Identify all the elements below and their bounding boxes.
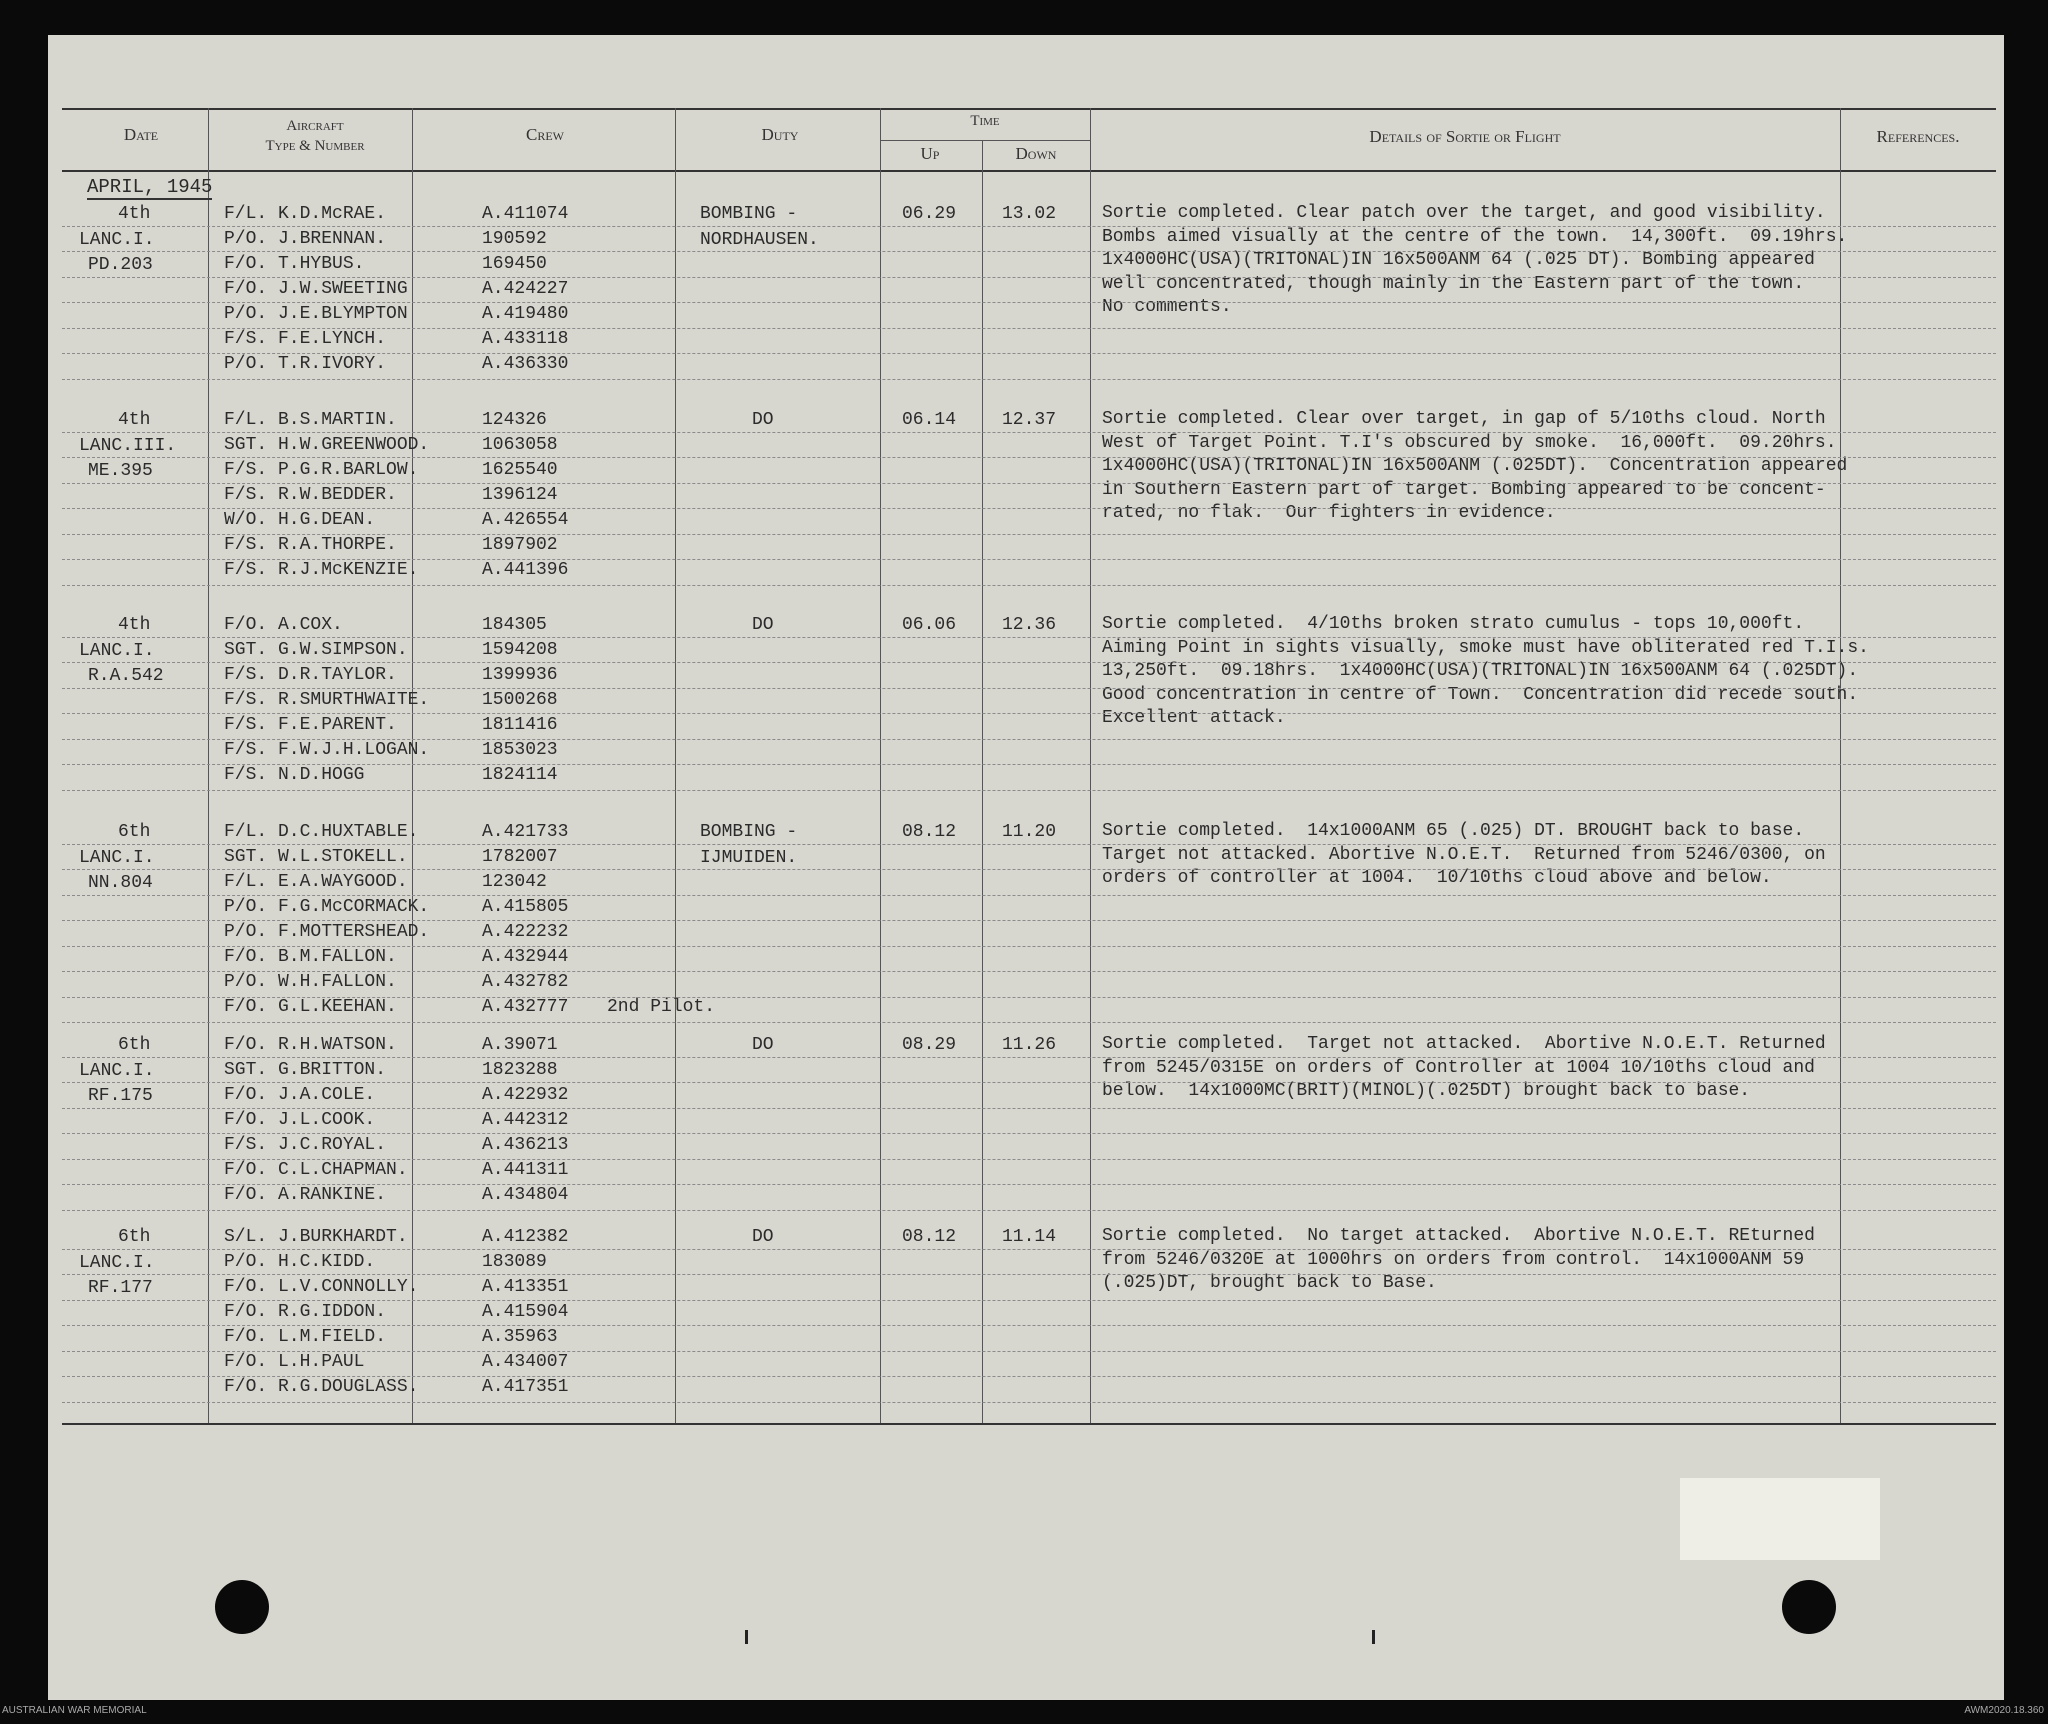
time-down: 11.14: [1002, 1227, 1057, 1247]
crew-name: F/S. F.E.PARENT.: [224, 715, 397, 735]
crew-number: A.441311: [482, 1160, 569, 1180]
aircraft-serial: NN.804: [88, 873, 153, 893]
details-line: below. 14x1000MC(BRIT)(MINOL)(.025DT) brought back to base.: [1102, 1081, 1751, 1101]
crew-name: F/S. R.A.THORPE.: [224, 535, 397, 555]
row-rule: [62, 1376, 1996, 1377]
crew-number: A.432777: [482, 997, 569, 1017]
crew-row: [224, 508, 744, 533]
crew-name: F/O. L.V.CONNOLLY.: [224, 1277, 419, 1297]
crew-name: F/S. R.J.McKENZIE.: [224, 560, 419, 580]
entry-date: 6th: [118, 822, 151, 842]
aircraft-serial: RF.175: [88, 1086, 153, 1106]
details-line: 1x4000HC(USA)(TRITONAL)IN 16x500ANM (.025DT). Concentration appeared: [1102, 456, 1848, 476]
time-up: 08.12: [902, 822, 957, 842]
crew-row: [224, 845, 744, 870]
crew-name: SGT. G.W.SIMPSON.: [224, 640, 408, 660]
col-crew-header: Crew: [526, 125, 564, 144]
col-divider-1: [208, 108, 209, 1423]
aircraft-type: LANC.III.: [79, 435, 177, 456]
crew-row: [224, 483, 744, 508]
sortie-details: [1102, 820, 1962, 891]
row-rule: [62, 637, 1996, 638]
binder-hole-right: [1782, 1580, 1836, 1634]
crew-row: [224, 227, 744, 252]
crew-number: 1811416: [482, 715, 558, 735]
row-rule: [62, 946, 1996, 947]
crew-number: 1063058: [482, 435, 558, 455]
aircraft-type: LANC.I.: [79, 640, 155, 661]
row-rule: [62, 1325, 1996, 1326]
duty-text: BOMBING -: [700, 204, 798, 224]
row-rule: [62, 1351, 1996, 1352]
crew-name: F/O. A.RANKINE.: [224, 1185, 387, 1205]
entry-date: 6th: [118, 1227, 151, 1247]
crew-number: A.415904: [482, 1302, 569, 1322]
row-rule: [62, 1108, 1996, 1109]
crew-row: [224, 1250, 744, 1275]
col-aircraft-header-line2: Type & Number: [265, 138, 365, 154]
details-line: Sortie completed. No target attacked. Abortive N.O.E.T. REturned: [1102, 1226, 1815, 1246]
crew-row: [224, 408, 744, 433]
crew-name: F/O. J.W.SWEETING: [224, 279, 408, 299]
crew-list: [224, 1225, 744, 1400]
row-rule: [62, 432, 1996, 433]
crew-row: [224, 458, 744, 483]
row-rule: [62, 662, 1996, 663]
crew-number: A.419480: [482, 304, 569, 324]
row-rule: [62, 379, 1996, 380]
crew-number: A.35963: [482, 1327, 558, 1347]
crew-row: [224, 663, 744, 688]
crew-row: [224, 1350, 744, 1375]
row-rule: [62, 739, 1996, 740]
crew-row: [224, 870, 744, 895]
crew-number: A.434007: [482, 1352, 569, 1372]
crew-name: F/O. B.M.FALLON.: [224, 947, 397, 967]
aircraft-type: LANC.I.: [79, 847, 155, 868]
time-up: 08.29: [902, 1035, 957, 1055]
crew-name: S/L. J.BURKHARDT.: [224, 1227, 408, 1247]
row-rule: [62, 1210, 1996, 1211]
row-rule: [62, 457, 1996, 458]
details-line: Excellent attack.: [1102, 708, 1286, 728]
details-line: 13,250ft. 09.18hrs. 1x4000HC(USA)(TRITONAL)IN 16x500ANM 64 (.025DT).: [1102, 661, 1859, 681]
crew-name: F/L. K.D.McRAE.: [224, 204, 387, 224]
row-rule: [62, 971, 1996, 972]
row-rule: [62, 688, 1996, 689]
crew-name: SGT. W.L.STOKELL.: [224, 847, 408, 867]
aircraft-type: LANC.I.: [79, 1252, 155, 1273]
crew-row: [224, 252, 744, 277]
crew-name: F/S. F.E.LYNCH.: [224, 329, 387, 349]
crew-number: 169450: [482, 254, 547, 274]
crew-name: F/O. C.L.CHAPMAN.: [224, 1160, 408, 1180]
col-date-header: Date: [123, 125, 159, 144]
col-references-header: References.: [1876, 127, 1960, 146]
crew-row: [224, 763, 744, 788]
duty-text: BOMBING -: [700, 822, 798, 842]
binder-hole-left: [215, 1580, 269, 1634]
row-rule: [62, 1300, 1996, 1301]
crew-number: 1500268: [482, 690, 558, 710]
row-rule: [62, 226, 1996, 227]
crew-number: 190592: [482, 229, 547, 249]
row-rule: [62, 483, 1996, 484]
col-divider-4: [880, 108, 881, 1423]
aircraft-type: LANC.I.: [79, 1060, 155, 1081]
row-rule: [62, 1133, 1996, 1134]
crew-number: A.415805: [482, 897, 569, 917]
crew-number: A.421733: [482, 822, 569, 842]
crew-name: F/O. R.H.WATSON.: [224, 1035, 397, 1055]
duty-text: DO: [752, 410, 774, 430]
col-aircraft-header: [215, 116, 415, 156]
row-rule: [62, 790, 1996, 791]
crew-number: 1594208: [482, 640, 558, 660]
crew-row: [224, 1225, 744, 1250]
crew-name: P/O. J.E.BLYMPTON: [224, 304, 408, 324]
details-line: 1x4000HC(USA)(TRITONAL)IN 16x500ANM 64 (.025 DT). Bombing appeared: [1102, 250, 1815, 270]
time-up: 06.14: [902, 410, 957, 430]
row-rule: [62, 302, 1996, 303]
row-rule: [62, 1249, 1996, 1250]
footer-right-label: AWM2020.18.360: [1964, 1705, 2044, 1716]
crew-name: F/O. A.COX.: [224, 615, 343, 635]
crew-row: [224, 1275, 744, 1300]
col-aircraft-header-line1: Aircraft: [286, 118, 344, 134]
crew-name: F/O. L.M.FIELD.: [224, 1327, 387, 1347]
crew-name: F/S. F.W.J.H.LOGAN.: [224, 740, 430, 760]
crew-number: A.434804: [482, 1185, 569, 1205]
crew-number: 1897902: [482, 535, 558, 555]
crew-number: A.433118: [482, 329, 569, 349]
crew-number: 1399936: [482, 665, 558, 685]
row-rule: [62, 534, 1996, 535]
row-rule: [62, 1184, 1996, 1185]
duty-text: DO: [752, 1227, 774, 1247]
crew-row: [224, 1375, 744, 1400]
crew-number: A.442312: [482, 1110, 569, 1130]
binder-mark-right: [1372, 1630, 1375, 1644]
crew-row: [224, 688, 744, 713]
crew-number: A.413351: [482, 1277, 569, 1297]
crew-name: P/O. F.G.McCORMACK.: [224, 897, 430, 917]
time-up: 06.29: [902, 204, 957, 224]
crew-name: F/S. N.D.HOGG: [224, 765, 365, 785]
crew-name: F/S. J.C.ROYAL.: [224, 1135, 387, 1155]
duty-text: NORDHAUSEN.: [700, 229, 819, 250]
row-rule: [62, 508, 1996, 509]
aircraft-serial: ME.395: [88, 461, 153, 481]
crew-row: [224, 738, 744, 763]
crew-number: A.39071: [482, 1035, 558, 1055]
crew-number: 1396124: [482, 485, 558, 505]
crew-row: [224, 327, 744, 352]
crew-row: [224, 970, 744, 995]
crew-number: 1782007: [482, 847, 558, 867]
row-rule: [62, 1402, 1996, 1403]
entry-date: 4th: [118, 615, 151, 635]
details-line: (.025)DT, brought back to Base.: [1102, 1273, 1437, 1293]
crew-name: F/L. E.A.WAYGOOD.: [224, 872, 408, 892]
time-down: 12.37: [1002, 410, 1057, 430]
crew-number: A.432944: [482, 947, 569, 967]
crew-row: [224, 995, 744, 1020]
crew-row: [224, 277, 744, 302]
crew-row: [224, 302, 744, 327]
crew-name: P/O. W.H.FALLON.: [224, 972, 397, 992]
crew-row: [224, 820, 744, 845]
crew-name: W/O. H.G.DEAN.: [224, 510, 376, 530]
crew-list: [224, 1033, 744, 1208]
crew-number: 1853023: [482, 740, 558, 760]
crew-row: [224, 920, 744, 945]
crew-name: P/O. H.C.KIDD.: [224, 1252, 376, 1272]
crew-number: 1625540: [482, 460, 558, 480]
time-down: 12.36: [1002, 615, 1057, 635]
crew-row: [224, 202, 744, 227]
row-rule: [62, 1082, 1996, 1083]
crew-row: [224, 1325, 744, 1350]
crew-row: [224, 1133, 744, 1158]
crew-row: [224, 895, 744, 920]
crew-name: P/O. F.MOTTERSHEAD.: [224, 922, 430, 942]
crew-number: A.424227: [482, 279, 569, 299]
crew-row: [224, 638, 744, 663]
row-rule: [62, 764, 1996, 765]
crew-list: [224, 202, 744, 377]
details-line: West of Target Point. T.I's obscured by smoke. 16,000ft. 09.20hrs.: [1102, 432, 1837, 453]
crew-name: P/O. T.R.IVORY.: [224, 354, 387, 374]
row-rule: [62, 353, 1996, 354]
time-up: 08.12: [902, 1227, 957, 1247]
crew-number: A.432782: [482, 972, 569, 992]
duty-text: DO: [752, 615, 774, 635]
crew-row: [224, 945, 744, 970]
row-rule: [62, 1274, 1996, 1275]
time-down: 13.02: [1002, 204, 1057, 224]
crew-number: A.422232: [482, 922, 569, 942]
entry-date: 6th: [118, 1035, 151, 1055]
details-line: Sortie completed. 14x1000ANM 65 (.025) DT. BROUGHT back to base.: [1102, 821, 1805, 841]
binder-mark-left: [745, 1630, 748, 1644]
details-line: orders of controller at 1004. 10/10ths cloud above and below.: [1102, 868, 1772, 888]
time-down: 11.26: [1002, 1035, 1057, 1055]
crew-name: F/S. R.SMURTHWAITE.: [224, 690, 430, 710]
details-line: from 5245/0315E on orders of Controller at 1004 10/10ths cloud and: [1102, 1057, 1815, 1078]
details-line: Sortie completed. Clear over target, in gap of 5/10ths cloud. North: [1102, 409, 1826, 429]
col-time-header: Time: [970, 113, 1000, 129]
sortie-details: [1102, 1033, 1962, 1104]
crew-number: A.417351: [482, 1377, 569, 1397]
time-down: 11.20: [1002, 822, 1057, 842]
crew-row: [224, 1083, 744, 1108]
aircraft-serial: PD.203: [88, 255, 153, 275]
duty-text: DO: [752, 1035, 774, 1055]
row-rule: [62, 895, 1996, 896]
crew-name: F/O. G.L.KEEHAN.: [224, 997, 397, 1017]
crew-number: A.411074: [482, 204, 569, 224]
row-rule: [62, 585, 1996, 586]
row-rule: [62, 1159, 1996, 1160]
crew-row: [224, 1033, 744, 1058]
row-rule: [62, 277, 1996, 278]
entry-date: 4th: [118, 204, 151, 224]
crew-name: F/S. R.W.BEDDER.: [224, 485, 397, 505]
row-rule: [62, 559, 1996, 560]
time-split-rule: [880, 140, 1090, 141]
month-heading: APRIL, 1945: [87, 176, 213, 198]
crew-name: F/O. J.L.COOK.: [224, 1110, 376, 1130]
col-duty-header: Duty: [761, 125, 799, 144]
crew-name: F/S. D.R.TAYLOR.: [224, 665, 397, 685]
header-bottom-rule: [62, 170, 1996, 172]
header-top-rule: [62, 108, 1996, 110]
details-line: Sortie completed. Target not attacked. Abortive N.O.E.T. Returned: [1102, 1034, 1826, 1054]
crew-name: F/O. L.H.PAUL: [224, 1352, 365, 1372]
col-up-header: Up: [920, 144, 940, 163]
col-divider-6: [1090, 108, 1091, 1423]
crew-list: [224, 613, 744, 788]
crew-number: 123042: [482, 872, 547, 892]
crew-name: SGT. G.BRITTON.: [224, 1060, 387, 1080]
row-rule: [62, 713, 1996, 714]
crew-name: F/S. P.G.R.BARLOW.: [224, 460, 419, 480]
details-line: in Southern Eastern part of target. Bombing appeared to be concent-: [1102, 479, 1826, 500]
crew-number: 124326: [482, 410, 547, 430]
entry-date: 4th: [118, 410, 151, 430]
crew-number: A.426554: [482, 510, 569, 530]
crew-row: [224, 1300, 744, 1325]
duty-text: IJMUIDEN.: [700, 847, 798, 868]
crew-number: 1824114: [482, 765, 558, 785]
crew-number: A.412382: [482, 1227, 569, 1247]
details-line: Sortie completed. 4/10ths broken strato cumulus - tops 10,000ft.: [1102, 614, 1805, 634]
details-line: No comments.: [1102, 297, 1232, 317]
details-line: Aiming Point in sights visually, smoke must have obliterated red T.I.s.: [1102, 637, 1869, 658]
details-line: Sortie completed. Clear patch over the target, and good visibility.: [1102, 203, 1826, 223]
crew-name: F/O. J.A.COLE.: [224, 1085, 376, 1105]
row-rule: [62, 869, 1996, 870]
crew-name: P/O. J.BRENNAN.: [224, 229, 387, 249]
crew-number: A.436330: [482, 354, 569, 374]
time-up: 06.06: [902, 615, 957, 635]
crew-number: 184305: [482, 615, 547, 635]
aircraft-type: LANC.I.: [79, 229, 155, 250]
crew-row: [224, 713, 744, 738]
crew-row: [224, 613, 744, 638]
details-line: well concentrated, though mainly in the Eastern part of the town.: [1102, 273, 1805, 294]
crew-name: SGT. H.W.GREENWOOD.: [224, 435, 430, 455]
crew-number: 183089: [482, 1252, 547, 1272]
paper-patch: [1680, 1478, 1880, 1560]
row-rule: [62, 997, 1996, 998]
aircraft-serial: R.A.542: [88, 666, 164, 686]
crew-row: [224, 1058, 744, 1083]
crew-number: A.422932: [482, 1085, 569, 1105]
aircraft-serial: RF.177: [88, 1278, 153, 1298]
col-down-header: Down: [1015, 144, 1057, 163]
row-rule: [62, 1022, 1996, 1023]
crew-name: F/O. T.HYBUS.: [224, 254, 365, 274]
details-line: from 5246/0320E at 1000hrs on orders from control. 14x1000ANM 59: [1102, 1249, 1805, 1270]
row-rule: [62, 844, 1996, 845]
crew-note: 2nd Pilot.: [607, 997, 716, 1017]
crew-row: [224, 533, 744, 558]
crew-row: [224, 1158, 744, 1183]
crew-row: [224, 352, 744, 377]
sortie-details: [1102, 1225, 1962, 1296]
details-line: Bombs aimed visually at the centre of the town. 14,300ft. 09.19hrs.: [1102, 226, 1848, 247]
crew-row: [224, 1183, 744, 1208]
details-line: rated, no flak. Our fighters in evidence.: [1102, 503, 1556, 523]
crew-name: F/O. R.G.IDDON.: [224, 1302, 387, 1322]
crew-list: [224, 408, 744, 583]
crew-row: [224, 1108, 744, 1133]
crew-name: F/L. B.S.MARTIN.: [224, 410, 397, 430]
row-rule: [62, 920, 1996, 921]
crew-row: [224, 433, 744, 458]
col-details-header: Details of Sortie or Flight: [1369, 127, 1561, 146]
crew-row: [224, 558, 744, 583]
crew-name: F/L. D.C.HUXTABLE.: [224, 822, 419, 842]
crew-number: A.436213: [482, 1135, 569, 1155]
col-divider-5: [982, 140, 983, 1423]
crew-number: 1823288: [482, 1060, 558, 1080]
footer-left-label: AUSTRALIAN WAR MEMORIAL: [2, 1705, 147, 1716]
row-rule: [62, 328, 1996, 329]
crew-number: A.441396: [482, 560, 569, 580]
crew-name: F/O. R.G.DOUGLASS.: [224, 1377, 419, 1397]
details-line: Target not attacked. Abortive N.O.E.T. Returned from 5246/0300, on: [1102, 844, 1826, 865]
details-line: Good concentration in centre of Town. Concentration did recede south.: [1102, 684, 1859, 705]
row-rule: [62, 251, 1996, 252]
table-bottom-rule: [62, 1423, 1996, 1425]
row-rule: [62, 1057, 1996, 1058]
